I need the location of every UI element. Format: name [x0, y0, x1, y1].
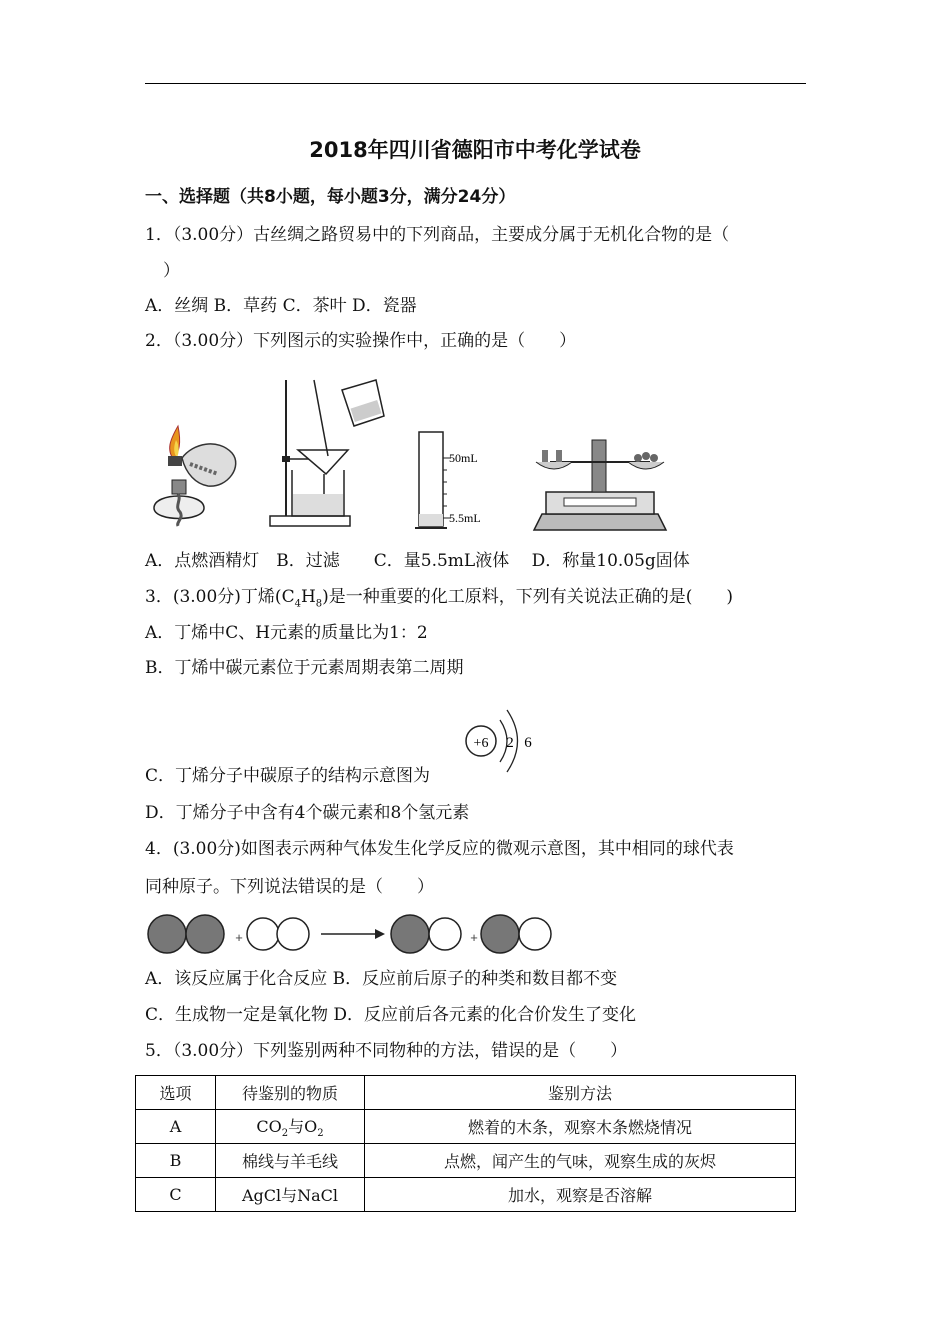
substance-o-sub: 2 — [317, 1128, 324, 1140]
filtration-figure — [266, 376, 386, 533]
table-row — [136, 1178, 796, 1212]
substance-co-sub: 2 — [281, 1128, 289, 1140]
q4-stem-line2: 同种原子。下列说法错误的是（ ） — [145, 877, 434, 897]
row-method: 点燃，闻产生的气味，观察生成的灰烬 — [365, 1144, 796, 1178]
q3-option-c: C．丁烯分子中碳原子的结构示意图为 — [145, 766, 431, 786]
table-header-row — [136, 1076, 796, 1110]
atom-nucleus-label: +6 — [473, 736, 489, 751]
table-row — [136, 1144, 796, 1178]
q3-h: H — [300, 587, 316, 607]
q5-table — [135, 1075, 796, 1212]
q3-stem — [145, 586, 733, 615]
reaction-diagram — [145, 912, 560, 956]
row-method: 加水，观察是否溶解 — [365, 1178, 796, 1212]
q1-options: A．丝绸 B．草药 C．茶叶 D．瓷器 — [145, 296, 417, 316]
balance-figure — [530, 436, 670, 532]
atom-shell1-label: 2 — [506, 735, 514, 751]
cylinder-label-bottom: 5.5mL — [449, 511, 481, 525]
substance-mid: 与O — [288, 1116, 318, 1136]
q4-options-line1: A．该反应属于化合反应 B．反应前后原子的种类和数目都不变 — [145, 969, 618, 989]
section-heading: 一、选择题（共8小题，每小题3分，满分24分） — [145, 187, 516, 207]
q3-stem-b: )是一种重要的化工原料，下列有关说法正确的是( ) — [322, 587, 734, 607]
q3-option-a: A．丁烯中C、H元素的质量比为1：2 — [145, 623, 428, 643]
q1-stem-end: ） — [163, 261, 180, 281]
q1-stem: 1．（3.00分）古丝绸之路贸易中的下列商品，主要成分属于无机化合物的是（ — [145, 225, 730, 245]
table-row — [136, 1110, 796, 1144]
row-substance — [216, 1110, 365, 1144]
q2-options: A．点燃酒精灯 B．过滤 C．量5.5mL液体 D．称量10.05g固体 — [145, 551, 690, 571]
q4-stem-line1: 4．(3.00分)如图表示两种气体发生化学反应的微观示意图，其中相同的球代表 — [145, 839, 734, 859]
row-option: A — [136, 1110, 216, 1144]
row-option: B — [136, 1144, 216, 1178]
row-method: 燃着的木条，观察木条燃烧情况 — [365, 1110, 796, 1144]
q3-sub4: 4 — [294, 598, 301, 610]
atom-shell2-label: 6 — [524, 735, 532, 751]
plus-sign-1: + — [235, 930, 243, 945]
page-title: 2018年四川省德阳市中考化学试卷 — [309, 138, 641, 162]
graduated-cylinder-figure — [413, 430, 493, 534]
row-substance: 棉线与羊毛线 — [216, 1144, 365, 1178]
q3-stem-a: 3．(3.00分)丁烯(C — [145, 587, 295, 607]
q5-stem: 5．（3.00分）下列鉴别两种不同物种的方法，错误的是（ ） — [145, 1041, 628, 1061]
cylinder-label-top: 50mL — [449, 451, 478, 465]
q4-options-line2: C．生成物一定是氧化物 D．反应前后各元素的化合价发生了变化 — [145, 1005, 637, 1025]
q2-stem: 2．（3.00分）下列图示的实验操作中，正确的是（ ） — [145, 331, 577, 351]
q3-option-d: D．丁烯分子中含有4个碳元素和8个氢元素 — [145, 803, 470, 823]
row-option: C — [136, 1178, 216, 1212]
carbon-atom-diagram — [462, 700, 542, 780]
header-method: 鉴别方法 — [365, 1076, 796, 1110]
row-substance: AgCl与NaCl — [216, 1178, 365, 1212]
header-option: 选项 — [136, 1076, 216, 1110]
header-rule — [145, 83, 806, 84]
q3-sub8: 8 — [315, 598, 323, 610]
header-substance: 待鉴别的物质 — [216, 1076, 365, 1110]
q3-option-b: B．丁烯中碳元素位于元素周期表第二周期 — [145, 658, 464, 678]
plus-sign-2: + — [470, 930, 478, 945]
alcohol-lamp-figure — [148, 418, 243, 533]
substance-co: CO — [256, 1116, 282, 1136]
